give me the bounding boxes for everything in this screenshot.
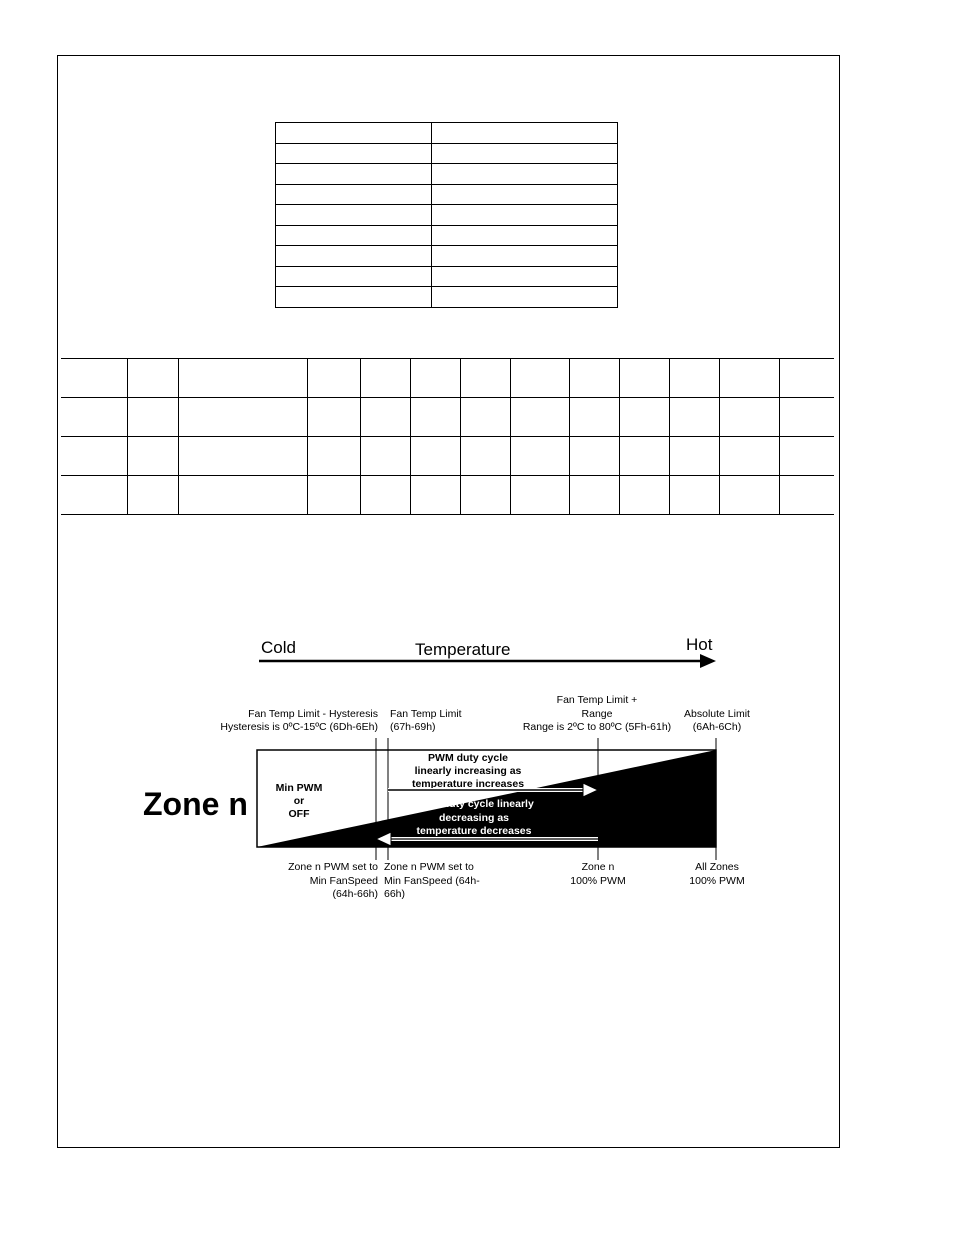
increasing-label-1: PWM duty cycle	[428, 752, 508, 764]
fan-temp-limit-label-1: Fan Temp Limit	[390, 708, 462, 720]
range-label-1: Fan Temp Limit +	[556, 694, 638, 706]
min-fanspeed-a-2: Min FanSpeed	[309, 875, 378, 887]
min-fanspeed-b-1: Zone n PWM set to	[384, 861, 474, 873]
min-fanspeed-a-1: Zone n PWM set to	[288, 861, 378, 873]
range-label-2: Range	[581, 708, 613, 720]
hysteresis-label-1: Fan Temp Limit - Hysteresis	[248, 708, 378, 720]
range-label-3: Range is 2ºC to 80ºC (5Fh-61h)	[522, 721, 672, 733]
min-pwm-label-3: OFF	[288, 808, 310, 820]
absolute-limit-label-1: Absolute Limit	[684, 708, 750, 720]
decreasing-label-3: temperature decreases	[416, 825, 532, 837]
all-zones-100-pwm-1: All Zones	[695, 861, 739, 873]
min-fanspeed-b-3: 66h)	[384, 888, 406, 900]
increasing-label-3: temperature increases	[411, 778, 525, 790]
axis-temperature-label: Temperature	[415, 640, 511, 659]
all-zones-100-pwm-2: 100% PWM	[689, 875, 745, 887]
min-pwm-label-2: or	[293, 795, 305, 807]
increasing-label-2: linearly increasing as	[414, 765, 522, 777]
zone-100-pwm-2: 100% PWM	[570, 875, 626, 887]
hysteresis-label-2: Hysteresis is 0ºC-15ºC (6Dh-6Eh)	[220, 721, 378, 733]
axis-hot-label: Hot	[686, 635, 713, 654]
zone-title: Zone n	[143, 786, 248, 822]
min-pwm-label-1: Min PWM	[275, 782, 323, 794]
zone-100-pwm-1: Zone n	[581, 861, 615, 873]
decreasing-label-2: decreasing as	[438, 812, 510, 824]
temperature-axis-arrowhead	[700, 654, 716, 668]
min-fanspeed-a-3: (64h-66h)	[332, 888, 378, 900]
decreasing-label-1: PWM duty cycle linearly	[414, 798, 534, 810]
axis-cold-label: Cold	[261, 638, 296, 657]
min-fanspeed-b-2: Min FanSpeed (64h-	[384, 875, 480, 887]
fan-temp-limit-label-2: (67h-69h)	[390, 721, 436, 733]
absolute-limit-label-2: (6Ah-6Ch)	[692, 721, 742, 733]
